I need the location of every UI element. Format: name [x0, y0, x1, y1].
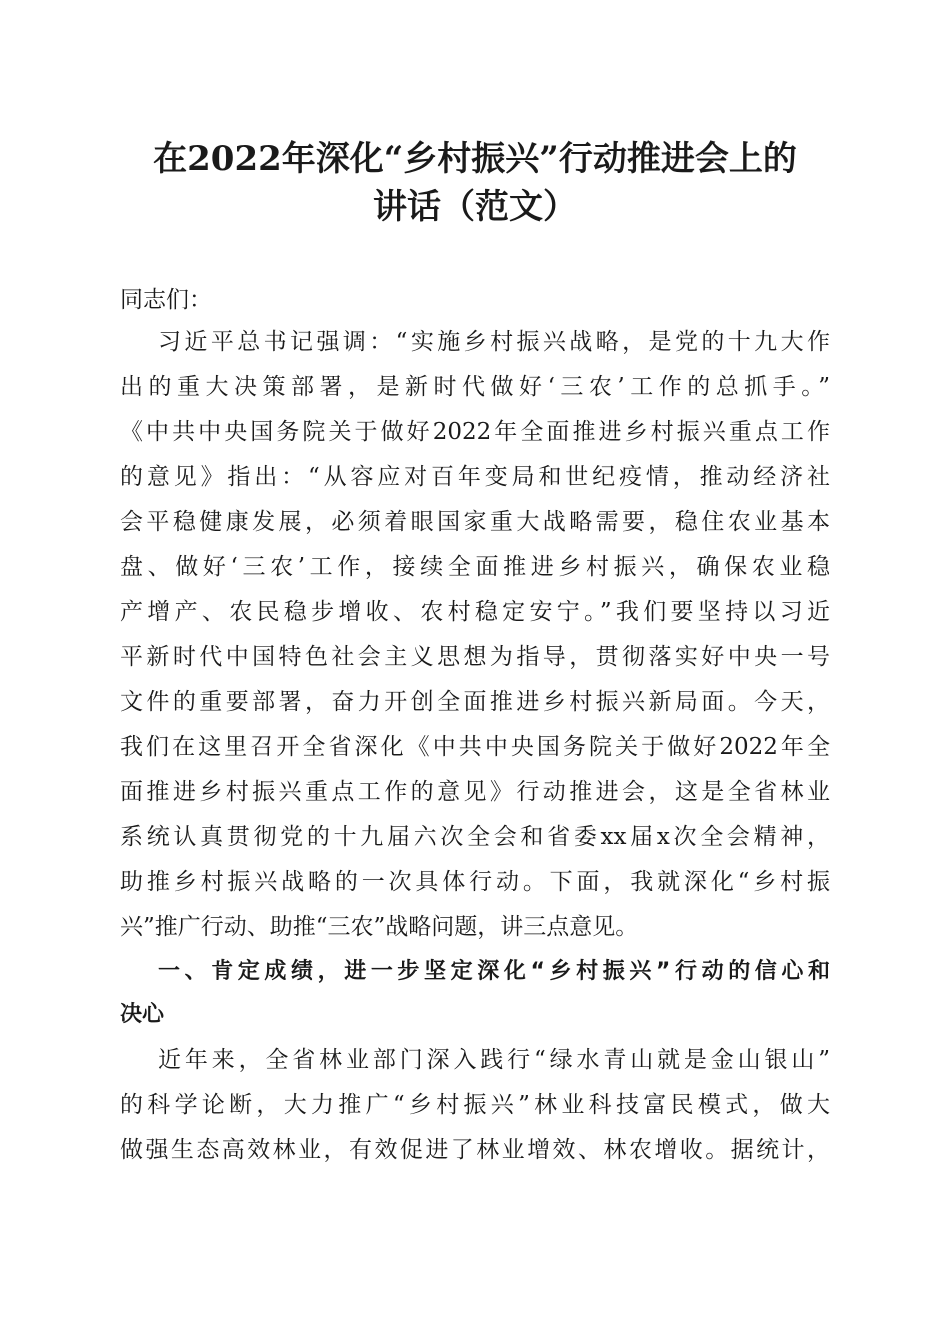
body-line: 盘、做好‘三农’工作，接续全面推进乡村振兴，确保农业稳 [120, 554, 830, 580]
document-title-line-1: 在2022年深化“乡村振兴”行动推进会上的 [153, 139, 797, 179]
body-line: 面推进乡村振兴重点工作的意见》行动推进会，这是全省林业 [120, 779, 830, 805]
body-line: 《中共中央国务院关于做好2022年全面推进乡村振兴重点工作 [120, 419, 830, 445]
body-line: 习近平总书记强调：“实施乡村振兴战略，是党的十九大作 [158, 329, 830, 355]
body-line: 的意见》指出：“从容应对百年变局和世纪疫情，推动经济社 [120, 464, 830, 490]
body-line: 文件的重要部署，奋力开创全面推进乡村振兴新局面。今天， [120, 689, 830, 715]
body-line: 产增产、农民稳步增收、农村稳定安宁。”我们要坚持以习近 [120, 599, 830, 625]
section-heading-line-1: 一、肯定成绩，进一步坚定深化“乡村振兴”行动的信心和 [158, 959, 830, 984]
section-body-line: 近年来，全省林业部门深入践行“绿水青山就是金山银山” [158, 1047, 830, 1073]
body-line: 系统认真贯彻党的十九届六次全会和省委xx届x次全会精神， [120, 824, 830, 850]
section-body-line: 做强生态高效林业，有效促进了林业增效、林农增收。据统计， [120, 1137, 830, 1163]
body-line: 助推乡村振兴战略的一次具体行动。下面，我就深化“乡村振 [120, 869, 830, 895]
body-line: 平新时代中国特色社会主义思想为指导，贯彻落实好中央一号 [120, 644, 830, 670]
salutation: 同志们： [120, 287, 212, 313]
body-line: 出的重大决策部署，是新时代做好‘三农’工作的总抓手。” [120, 374, 830, 400]
document-title-line-2: 讲话（范文） [373, 187, 577, 227]
body-line: 我们在这里召开全省深化《中共中央国务院关于做好2022年全 [120, 734, 830, 760]
section-body-line: 的科学论断，大力推广“乡村振兴”林业科技富民模式，做大 [120, 1092, 830, 1118]
body-line: 兴”推广行动、助推“三农”战略问题，讲三点意见。 [120, 914, 639, 940]
section-heading-line-2: 决心 [120, 1002, 165, 1027]
body-line: 会平稳健康发展，必须着眼国家重大战略需要，稳住农业基本 [120, 509, 830, 535]
